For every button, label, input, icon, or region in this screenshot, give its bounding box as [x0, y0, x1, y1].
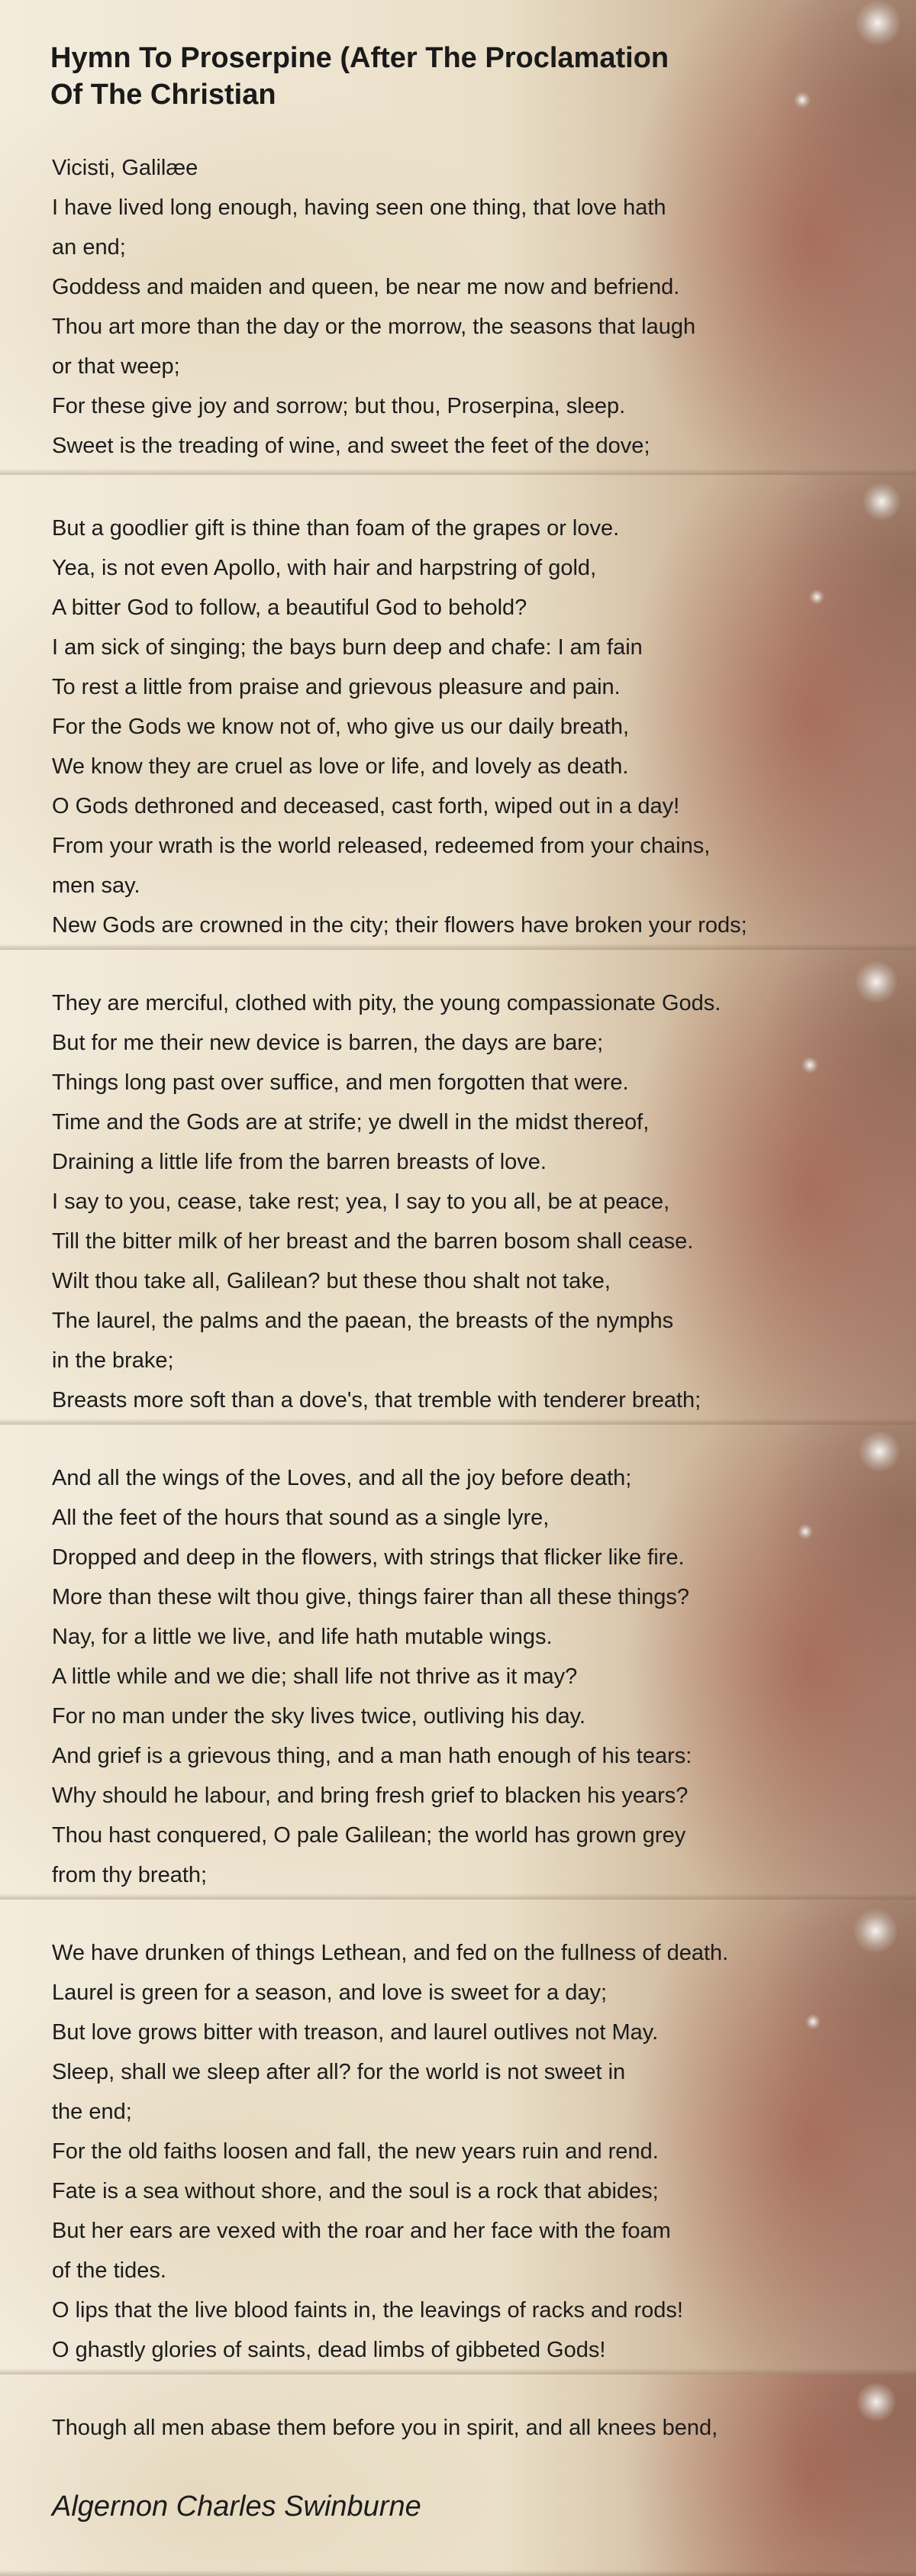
poem-line: For no man under the sky lives twice, outliving his day.: [52, 1704, 586, 1729]
poem-author: Algernon Charles Swinburne: [52, 2490, 421, 2523]
poem-line: I say to you, cease, take rest; yea, I say to you all, be at peace,: [52, 1190, 670, 1214]
poem-line: But her ears are vexed with the roar and her face with the foam: [52, 2219, 671, 2243]
poem-line: A little while and we die; shall life not thrive as it may?: [52, 1664, 578, 1689]
poem-line: Thou hast conquered, O pale Galilean; the world has grown grey: [52, 1823, 686, 1848]
poem-line: O lips that the live blood faints in, the leavings of racks and rods!: [52, 2298, 683, 2323]
poem-line: Time and the Gods are at strife; ye dwell in the midst thereof,: [52, 1110, 650, 1135]
poem-line: Thou art more than the day or the morrow, the seasons that laugh: [52, 315, 696, 339]
stanza: [52, 508, 907, 945]
poem-line: Things long past over suffice, and men forgotten that were.: [52, 1070, 629, 1095]
poem-line: Nay, for a little we live, and life hath mutable wings.: [52, 1625, 553, 1649]
stanza: [52, 983, 907, 1420]
poem-line: They are merciful, clothed with pity, the young compassionate Gods.: [52, 991, 721, 1015]
poem-panel: [0, 1425, 916, 1900]
poem-line: But for me their new device is barren, the days are bare;: [52, 1031, 604, 1055]
poem-line: men say.: [52, 873, 140, 898]
poem-line: Yea, is not even Apollo, with hair and harpstring of gold,: [52, 556, 597, 580]
poem-line: For the Gods we know not of, who give us our daily breath,: [52, 715, 630, 739]
poem-line: of the tides.: [52, 2258, 166, 2283]
poem-line: the end;: [52, 2100, 132, 2124]
stanza: [52, 1458, 907, 1895]
poem-line: Though all men abase them before you in spirit, and all knees bend,: [52, 2416, 718, 2440]
poem-line: from thy breath;: [52, 1863, 208, 1887]
poem-line: For the old faiths loosen and fall, the new years ruin and rend.: [52, 2139, 659, 2164]
stanza: [52, 148, 907, 466]
poem-panel: [0, 0, 916, 475]
poem-line: Vicisti, Galilæe: [52, 156, 198, 180]
poem-line: But a goodlier gift is thine than foam of the grapes or love.: [52, 516, 620, 541]
poem-line: For these give joy and sorrow; but thou, Proserpina, sleep.: [52, 394, 626, 418]
poem-line: To rest a little from praise and grievous pleasure and pain.: [52, 675, 621, 699]
poem-panel: [0, 950, 916, 1425]
poem-line: Sleep, shall we sleep after all? for the world is not sweet in: [52, 2060, 626, 2084]
poem-line: Wilt thou take all, Galilean? but these thou shalt not take,: [52, 1269, 611, 1293]
poem-line: Dropped and deep in the flowers, with strings that flicker like fire.: [52, 1545, 685, 1570]
sparkle-decoration: [855, 0, 901, 46]
poem-line: Goddess and maiden and queen, be near me now and befriend.: [52, 275, 680, 299]
poem-line: Why should he labour, and bring fresh grief to blacken his years?: [52, 1784, 689, 1808]
poem-line: I am sick of singing; the bays burn deep and chafe: I am fain: [52, 635, 643, 660]
poem-line: Laurel is green for a season, and love is sweet for a day;: [52, 1980, 608, 2005]
poem-line: But love grows bitter with treason, and laurel outlives not May.: [52, 2020, 659, 2045]
poem-line: Fate is a sea without shore, and the soul is a rock that abides;: [52, 2179, 659, 2203]
stanza: [52, 2408, 907, 2448]
poem-panel: [0, 2374, 916, 2576]
poem-line: O ghastly glories of saints, dead limbs of gibbeted Gods!: [52, 2338, 606, 2362]
poem-title-line: Hymn To Proserpine (After The Proclamation: [50, 42, 669, 74]
poem-line: Draining a little life from the barren breasts of love.: [52, 1150, 547, 1174]
poem-line: And grief is a grievous thing, and a man hath enough of his tears:: [52, 1744, 692, 1768]
poem-line: We have drunken of things Lethean, and fed on the fullness of death.: [52, 1941, 729, 1965]
poem-line: Sweet is the treading of wine, and sweet the feet of the dove;: [52, 434, 650, 458]
poem-line: in the brake;: [52, 1348, 174, 1373]
poem-line: Till the bitter milk of her breast and the barren bosom shall cease.: [52, 1229, 694, 1254]
poem-line: an end;: [52, 235, 126, 260]
poem-panel: [0, 475, 916, 950]
poem-title-line: Of The Christian: [50, 79, 276, 111]
poem-line: And all the wings of the Loves, and all the joy before death;: [52, 1466, 632, 1490]
poem-panel: [0, 1900, 916, 2374]
poem-title: [50, 40, 814, 113]
poem-line: New Gods are crowned in the city; their flowers have broken your rods;: [52, 913, 747, 938]
stanza: [52, 1933, 907, 2370]
poem-line: The laurel, the palms and the paean, the breasts of the nymphs: [52, 1309, 674, 1333]
poem-line: I have lived long enough, having seen one thing, that love hath: [52, 195, 666, 220]
poem-line: More than these wilt thou give, things fairer than all these things?: [52, 1585, 690, 1609]
poem-line: or that weep;: [52, 354, 180, 379]
poem-line: All the feet of the hours that sound as a single lyre,: [52, 1506, 550, 1530]
poem-line: Breasts more soft than a dove's, that tremble with tenderer breath;: [52, 1388, 702, 1412]
poem-line: From your wrath is the world released, redeemed from your chains,: [52, 834, 711, 858]
poem-line: We know they are cruel as love or life, and lovely as death.: [52, 754, 629, 779]
poem-line: A bitter God to follow, a beautiful God to behold?: [52, 596, 527, 620]
poem-line: O Gods dethroned and deceased, cast forth, wiped out in a day!: [52, 794, 680, 818]
